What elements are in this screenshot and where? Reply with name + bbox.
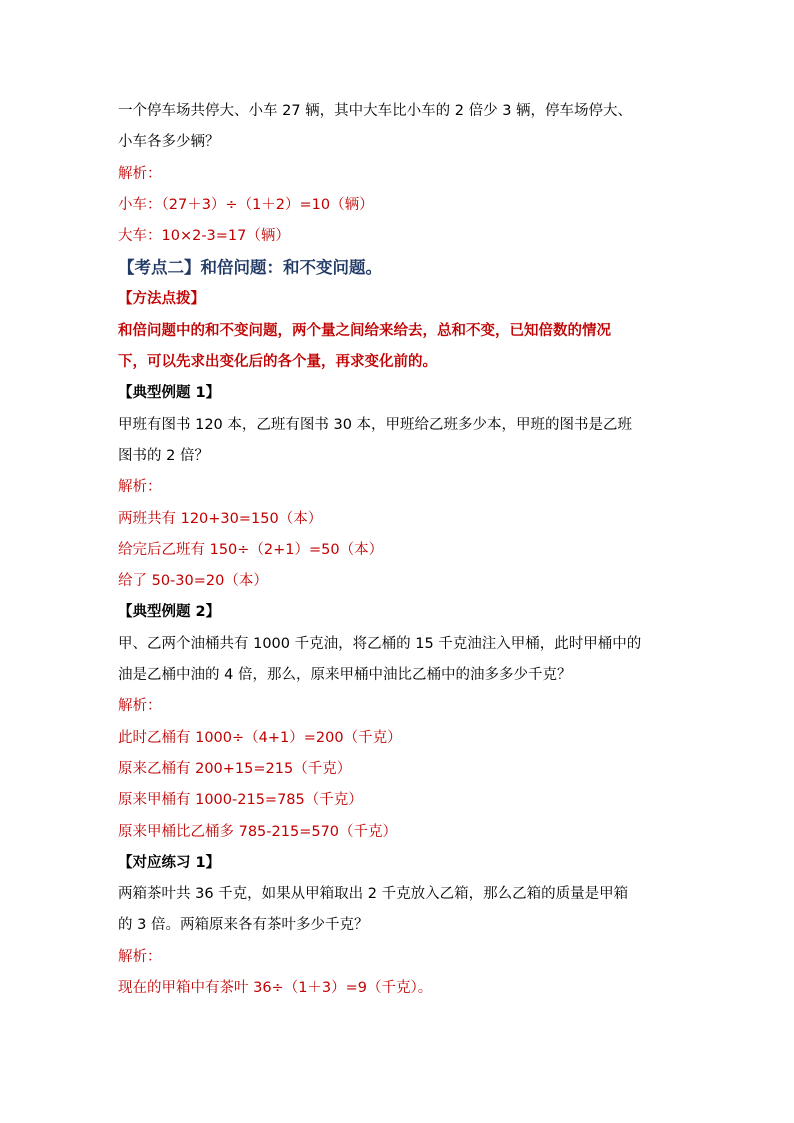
solution-step: 现在的甲箱中有茶叶 36÷（1＋3）=9（千克）。 xyxy=(118,980,433,997)
example-label: 【典型例题 1】 xyxy=(118,385,221,402)
problem-text: 的 3 倍。两箱原来各有茶叶多少千克？ xyxy=(118,917,369,934)
problem-text: 甲、乙两个油桶共有 1000 千克油，将乙桶的 15 千克油注入甲桶，此时甲桶中的 xyxy=(118,635,642,652)
problem-text: 油是乙桶中油的 4 倍，那么，原来甲桶中油比乙桶中的油多多少千克？ xyxy=(118,667,572,684)
method-text: 和倍问题中的和不变问题，两个量之间给来给去，总和不变，已知倍数的情况 xyxy=(118,322,611,339)
method-text: 下，可以先求出变化后的各个量，再求变化前的。 xyxy=(118,354,437,371)
problem-text: 图书的 2 倍？ xyxy=(118,447,209,464)
example-label: 【典型例题 2】 xyxy=(118,604,221,621)
solution-step: 此时乙桶有 1000÷（4+1）=200（千克） xyxy=(118,729,402,746)
solution-step: 两班共有 120+30=150（本） xyxy=(118,510,323,527)
problem-text: 一个停车场共停大、小车 27 辆，其中大车比小车的 2 倍少 3 辆，停车场停大、 xyxy=(118,103,633,119)
method-label: 【方法点拨】 xyxy=(118,291,205,308)
solution-step: 大车：10×2-3=17（辆） xyxy=(118,228,290,245)
solution-label: 解析： xyxy=(118,698,162,715)
solution-step: 原来乙桶有 200+15=215（千克） xyxy=(118,760,352,777)
solution-step: 原来甲桶比乙桶多 785-215=570（千克） xyxy=(118,823,398,840)
document-page xyxy=(118,100,678,1008)
solution-label: 解析： xyxy=(118,479,162,496)
solution-step: 给了 50-30=20（本） xyxy=(118,573,268,590)
solution-step: 给完后乙班有 150÷（2+1）=50（本） xyxy=(118,541,384,558)
solution-label: 解析： xyxy=(118,948,162,965)
solution-step: 小车：（27＋3）÷（1＋2）=10（辆） xyxy=(118,196,374,213)
problem-text: 两箱茶叶共 36 千克，如果从甲箱取出 2 千克放入乙箱，那么乙箱的质量是甲箱 xyxy=(118,886,629,903)
solution-label: 解析： xyxy=(118,165,162,182)
problem-text: 小车各多少辆？ xyxy=(118,134,220,151)
solution-step: 原来甲桶有 1000-215=785（千克） xyxy=(118,792,363,809)
section-heading: 【考点二】和倍问题：和不变问题。 xyxy=(118,258,382,278)
exercise-label: 【对应练习 1】 xyxy=(118,854,221,871)
problem-text: 甲班有图书 120 本，乙班有图书 30 本，甲班给乙班多少本，甲班的图书是乙班 xyxy=(118,416,633,433)
